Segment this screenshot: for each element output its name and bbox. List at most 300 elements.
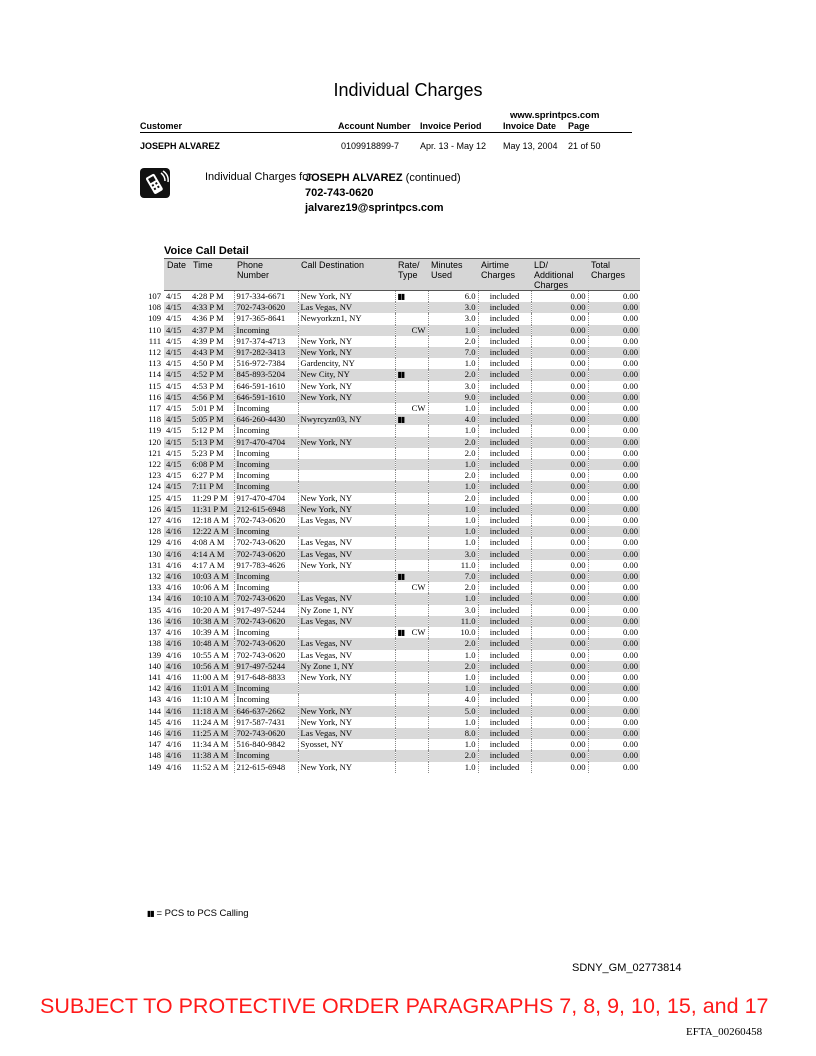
time-cell: 4:17 A M [192,559,225,570]
table-row [145,672,640,683]
destination-cell: Las Vegas, NV [298,537,395,548]
rate-type-cell [395,706,428,717]
individual-charges-for-label: Individual Charges for [205,171,313,183]
row-number: 146 [145,728,164,739]
row-number: 124 [145,481,164,492]
airtime-cell: included [478,717,531,728]
rate-type-cell [395,336,428,347]
ld-additional-cell: 0.00 [531,537,588,548]
time-cell: 4:52 P M [190,369,234,380]
total-cell: 0.00 [588,358,640,369]
row-number: 112 [145,347,164,358]
minutes-cell: 11.0 [428,616,478,627]
total-cell: 0.00 [588,549,640,560]
phone-cell: 917-470-4704 [234,437,298,448]
row-number: 107 [145,291,164,303]
row-number: 109 [145,313,164,324]
table-row [145,336,640,347]
date-cell: 4/15 [166,492,182,503]
time-cell: 11:29 P M [192,492,228,503]
rate-type-cell [395,369,428,380]
minutes-cell: 4.0 [428,694,478,705]
ld-additional-cell: 0.00 [531,717,588,728]
destination-cell: New York, NY [298,336,395,347]
row-number: 132 [145,571,164,582]
table-row [145,560,640,571]
time-cell: 4:37 P M [190,325,234,336]
row-number: 142 [145,683,164,694]
destination-cell: Newyorkzn1, NY [298,313,395,324]
date-cell: 4/16 [164,638,190,649]
table-row [145,302,640,313]
time-cell: 10:06 A M [192,582,229,593]
airtime-cell: included [478,627,531,638]
ld-additional-cell: 0.00 [531,762,588,773]
minutes-cell: 4.0 [428,414,478,425]
destination-cell: New York, NY [298,291,395,303]
total-cell: 0.00 [588,392,640,403]
time-cell: 4:56 P M [190,392,234,403]
destination-cell [298,571,395,582]
date-cell: 4/16 [166,515,182,526]
col-header-ld-additional: LD/ Additional Charges [531,259,588,291]
minutes-cell: 1.0 [428,325,478,336]
phone-cell: Incoming [234,448,298,459]
minutes-cell: 2.0 [428,369,478,380]
date-cell: 4/16 [164,616,190,627]
table-row [145,437,640,448]
date-cell: 4/15 [166,358,182,369]
date-cell: 4/16 [166,627,182,638]
row-number: 110 [145,325,164,336]
table-row [145,313,640,324]
phone-cell: 702-743-0620 [234,549,298,560]
table-row [145,605,640,616]
airtime-cell: included [478,470,531,481]
total-cell: 0.00 [588,526,640,537]
ld-additional-cell: 0.00 [531,515,588,526]
phone-cell: Incoming [234,627,298,638]
date-cell: 4/15 [164,481,190,492]
ld-additional-cell: 0.00 [531,425,588,436]
minutes-cell: 2.0 [428,493,478,504]
table-row [145,448,640,459]
total-cell: 0.00 [588,403,640,414]
row-number: 148 [145,750,164,761]
total-cell: 0.00 [588,369,640,380]
destination-cell [298,750,395,761]
col-header-rate-type: Rate/ Type [395,259,428,291]
total-cell: 0.00 [588,672,640,683]
airtime-cell: included [478,358,531,369]
minutes-cell: 2.0 [428,470,478,481]
total-cell: 0.00 [588,381,640,392]
row-number: 133 [145,582,164,593]
table-row [145,414,640,425]
phone-cell: Incoming [234,526,298,537]
airtime-cell: included [478,504,531,515]
table-row [145,325,640,336]
rate-type-cell [395,750,428,761]
total-cell: 0.00 [588,325,640,336]
row-number: 139 [145,650,164,661]
airtime-cell: included [478,638,531,649]
table-row [145,369,640,380]
rate-type-cell [395,582,428,593]
time-cell: 11:00 A M [192,671,229,682]
row-number: 127 [145,515,164,526]
date-cell: 4/15 [166,380,182,391]
date-cell: 4/15 [166,291,182,301]
invoice-period-label: Invoice Period [420,121,482,131]
table-row [145,638,640,649]
phone-icon [140,168,170,198]
minutes-cell: 11.0 [428,560,478,571]
rate-type-cell [395,291,428,303]
time-cell: 4:39 P M [192,335,224,346]
minutes-cell: 3.0 [428,381,478,392]
airtime-cell: included [478,403,531,414]
date-cell: 4/15 [166,425,182,436]
total-cell: 0.00 [588,683,640,694]
pcs-to-pcs-icon: ▮▮ [147,909,154,918]
total-cell: 0.00 [588,313,640,324]
total-cell: 0.00 [588,571,640,582]
destination-cell [298,325,395,336]
pcs-to-pcs-icon: ▮▮ [397,292,405,301]
table-row [145,762,640,773]
destination-cell [298,627,395,638]
destination-cell [298,470,395,481]
phone-cell: 212-615-6948 [234,762,298,773]
phone-cell: 646-260-4430 [234,414,298,425]
row-number: 116 [145,392,164,403]
time-cell: 10:56 A M [190,661,234,672]
time-cell: 5:05 P M [190,414,234,425]
col-header-destination: Call Destination [298,259,395,291]
destination-cell: Syosset, NY [298,739,395,750]
total-cell: 0.00 [588,582,640,593]
airtime-cell: included [478,313,531,324]
rate-type-cell [395,325,428,336]
row-number: 131 [145,560,164,571]
website-url: www.sprintpcs.com [510,110,600,121]
table-row [145,650,640,661]
phone-cell: 646-591-1610 [234,381,298,392]
bates-number: SDNY_GM_02773814 [572,962,682,974]
airtime-cell: included [478,493,531,504]
row-number: 118 [145,414,164,425]
invoice-period: Apr. 13 - May 12 [420,141,487,151]
date-cell: 4/16 [166,649,182,660]
destination-cell [298,403,395,414]
rate-type-cell [395,616,428,627]
total-cell: 0.00 [588,661,640,672]
row-number: 141 [145,672,164,683]
minutes-cell: 1.0 [428,739,478,750]
row-number: 129 [145,537,164,548]
minutes-cell: 1.0 [428,650,478,661]
minutes-cell: 1.0 [428,358,478,369]
row-number: 144 [145,706,164,717]
rate-type-cell [395,392,428,403]
rate-type-cell [395,661,428,672]
ld-additional-cell: 0.00 [531,683,588,694]
destination-cell [298,448,395,459]
date-cell: 4/16 [166,559,182,570]
invoice-date: May 13, 2004 [503,141,558,151]
row-number: 143 [145,694,164,705]
airtime-cell: included [478,683,531,694]
destination-cell: New York, NY [298,762,395,773]
airtime-cell: included [478,291,531,303]
total-cell: 0.00 [588,425,640,436]
section-title: Voice Call Detail [164,245,249,257]
airtime-cell: included [478,459,531,470]
ld-additional-cell: 0.00 [531,549,588,560]
airtime-cell: included [478,549,531,560]
ld-additional-cell: 0.00 [531,627,588,638]
rate-type-cell [395,470,428,481]
customer-phone: 702-743-0620 [305,187,374,199]
rate-type-cell [395,493,428,504]
row-number: 122 [145,459,164,470]
ld-additional-cell: 0.00 [531,706,588,717]
ld-additional-cell: 0.00 [531,437,588,448]
table-row [145,739,640,750]
ld-additional-cell: 0.00 [531,369,588,380]
date-cell: 4/15 [166,403,182,414]
date-cell: 4/16 [164,549,190,560]
destination-cell [298,683,395,694]
row-number: 111 [145,336,164,347]
rate-type-cell [395,549,428,560]
airtime-cell: included [478,302,531,313]
minutes-cell: 1.0 [428,526,478,537]
legend-text: = PCS to PCS Calling [156,908,249,919]
row-number: 135 [145,605,164,616]
row-number: 147 [145,739,164,750]
phone-cell: Incoming [234,481,298,492]
destination-cell: Las Vegas, NV [298,549,395,560]
row-number: 117 [145,403,164,414]
destination-cell: New York, NY [298,381,395,392]
ld-additional-cell: 0.00 [531,291,588,303]
destination-cell: New York, NY [298,672,395,683]
ld-additional-cell: 0.00 [531,728,588,739]
table-row [145,481,640,492]
ld-additional-cell: 0.00 [531,414,588,425]
total-cell: 0.00 [588,694,640,705]
row-number: 115 [145,381,164,392]
customer-name-bold: JOSEPH ALVAREZ [305,172,403,184]
date-cell: 4/16 [166,716,182,727]
time-cell: 11:18 A M [190,706,234,717]
date-cell: 4/16 [164,706,190,717]
row-number: 149 [145,762,164,773]
time-cell: 10:10 A M [190,593,234,604]
row-number: 130 [145,549,164,560]
page-label: Page [568,121,590,131]
rate-type-cell [395,650,428,661]
rate-type-cell [395,358,428,369]
row-number: 134 [145,593,164,604]
date-cell: 4/15 [164,325,190,336]
minutes-cell: 2.0 [428,448,478,459]
minutes-cell: 6.0 [428,291,478,303]
airtime-cell: included [478,325,531,336]
destination-cell: Las Vegas, NV [298,302,395,313]
customer-block [305,171,461,216]
rate-type-cell [395,504,428,515]
time-cell: 12:22 A M [190,526,234,537]
table-row [145,593,640,604]
rate-type-cell [395,672,428,683]
rate-type-text: CW [411,403,426,414]
voice-call-detail-table [145,258,640,773]
minutes-cell: 5.0 [428,706,478,717]
destination-cell: New York, NY [298,392,395,403]
phone-cell: 917-374-4713 [234,336,298,347]
minutes-cell: 1.0 [428,504,478,515]
rate-type-cell [395,313,428,324]
time-cell: 6:08 P M [190,459,234,470]
table-row [145,728,640,739]
airtime-cell: included [478,605,531,616]
airtime-cell: included [478,381,531,392]
table-row [145,627,640,638]
col-header-total: Total Charges [588,259,640,291]
phone-cell: Incoming [234,425,298,436]
rate-type-cell [395,381,428,392]
ld-additional-cell: 0.00 [531,582,588,593]
rate-type-cell [395,425,428,436]
date-cell: 4/16 [166,604,182,615]
table-row [145,425,640,436]
destination-cell: Las Vegas, NV [298,593,395,604]
pcs-to-pcs-icon: ▮▮ [397,415,405,425]
rate-type-text: CW [411,324,426,335]
date-cell: 4/16 [166,582,182,593]
total-cell: 0.00 [588,515,640,526]
table-row [145,358,640,369]
ld-additional-cell: 0.00 [531,605,588,616]
destination-cell: Las Vegas, NV [298,650,395,661]
airtime-cell: included [478,336,531,347]
total-cell: 0.00 [588,706,640,717]
rate-type-cell [395,739,428,750]
phone-cell: Incoming [234,750,298,761]
rate-type-cell [395,515,428,526]
table-row [145,571,640,582]
ld-additional-cell: 0.00 [531,493,588,504]
date-cell: 4/16 [164,526,190,537]
total-cell: 0.00 [588,605,640,616]
airtime-cell: included [478,672,531,683]
total-cell: 0.00 [588,717,640,728]
time-cell: 11:34 A M [192,739,229,750]
time-cell: 10:39 A M [192,627,229,638]
destination-cell [298,526,395,537]
ld-additional-cell: 0.00 [531,694,588,705]
phone-cell: 917-282-3413 [234,347,298,358]
time-cell: 7:11 P M [190,481,234,492]
ld-additional-cell: 0.00 [531,347,588,358]
date-cell: 4/16 [164,728,190,739]
row-number: 137 [145,627,164,638]
ld-additional-cell: 0.00 [531,313,588,324]
minutes-cell: 7.0 [428,347,478,358]
header-divider [140,132,632,133]
row-number: 138 [145,638,164,649]
phone-cell: Incoming [234,694,298,705]
table-row [145,403,640,414]
phone-cell: 702-743-0620 [234,593,298,604]
date-cell: 4/15 [166,470,182,481]
row-number: 145 [145,717,164,728]
date-cell: 4/15 [164,414,190,425]
total-cell: 0.00 [588,739,640,750]
ld-additional-cell: 0.00 [531,403,588,414]
ld-additional-cell: 0.00 [531,470,588,481]
ld-additional-cell: 0.00 [531,459,588,470]
table-row [145,515,640,526]
row-index-header [145,259,164,291]
airtime-cell: included [478,739,531,750]
row-number: 114 [145,369,164,380]
total-cell: 0.00 [588,627,640,638]
airtime-cell: included [478,537,531,548]
row-number: 125 [145,493,164,504]
total-cell: 0.00 [588,414,640,425]
rate-type-cell [395,448,428,459]
rate-type-cell [395,683,428,694]
time-cell: 10:38 A M [190,616,234,627]
total-cell: 0.00 [588,336,640,347]
total-cell: 0.00 [588,504,640,515]
date-cell: 4/15 [164,459,190,470]
invoice-date-label: Invoice Date [503,121,557,131]
airtime-cell: included [478,347,531,358]
table-row [145,470,640,481]
ld-additional-cell: 0.00 [531,358,588,369]
total-cell: 0.00 [588,493,640,504]
destination-cell: New York, NY [298,717,395,728]
airtime-cell: included [478,526,531,537]
phone-cell: 702-743-0620 [234,650,298,661]
total-cell: 0.00 [588,347,640,358]
phone-cell: 917-497-5244 [234,661,298,672]
destination-cell: New York, NY [298,437,395,448]
time-cell: 5:13 P M [190,437,234,448]
customer-name: JOSEPH ALVAREZ [140,141,220,151]
total-cell: 0.00 [588,616,640,627]
table-row [145,717,640,728]
phone-cell: 702-743-0620 [234,537,298,548]
time-cell: 5:12 P M [192,425,224,436]
airtime-cell: included [478,706,531,717]
destination-cell: New York, NY [298,560,395,571]
airtime-cell: included [478,369,531,380]
phone-cell: Incoming [234,683,298,694]
total-cell: 0.00 [588,750,640,761]
total-cell: 0.00 [588,291,640,303]
time-cell: 4:33 P M [190,302,234,313]
phone-cell: 212-615-6948 [234,504,298,515]
time-cell: 10:03 A M [190,571,234,582]
time-cell: 11:38 A M [190,750,234,761]
row-number: 126 [145,504,164,515]
